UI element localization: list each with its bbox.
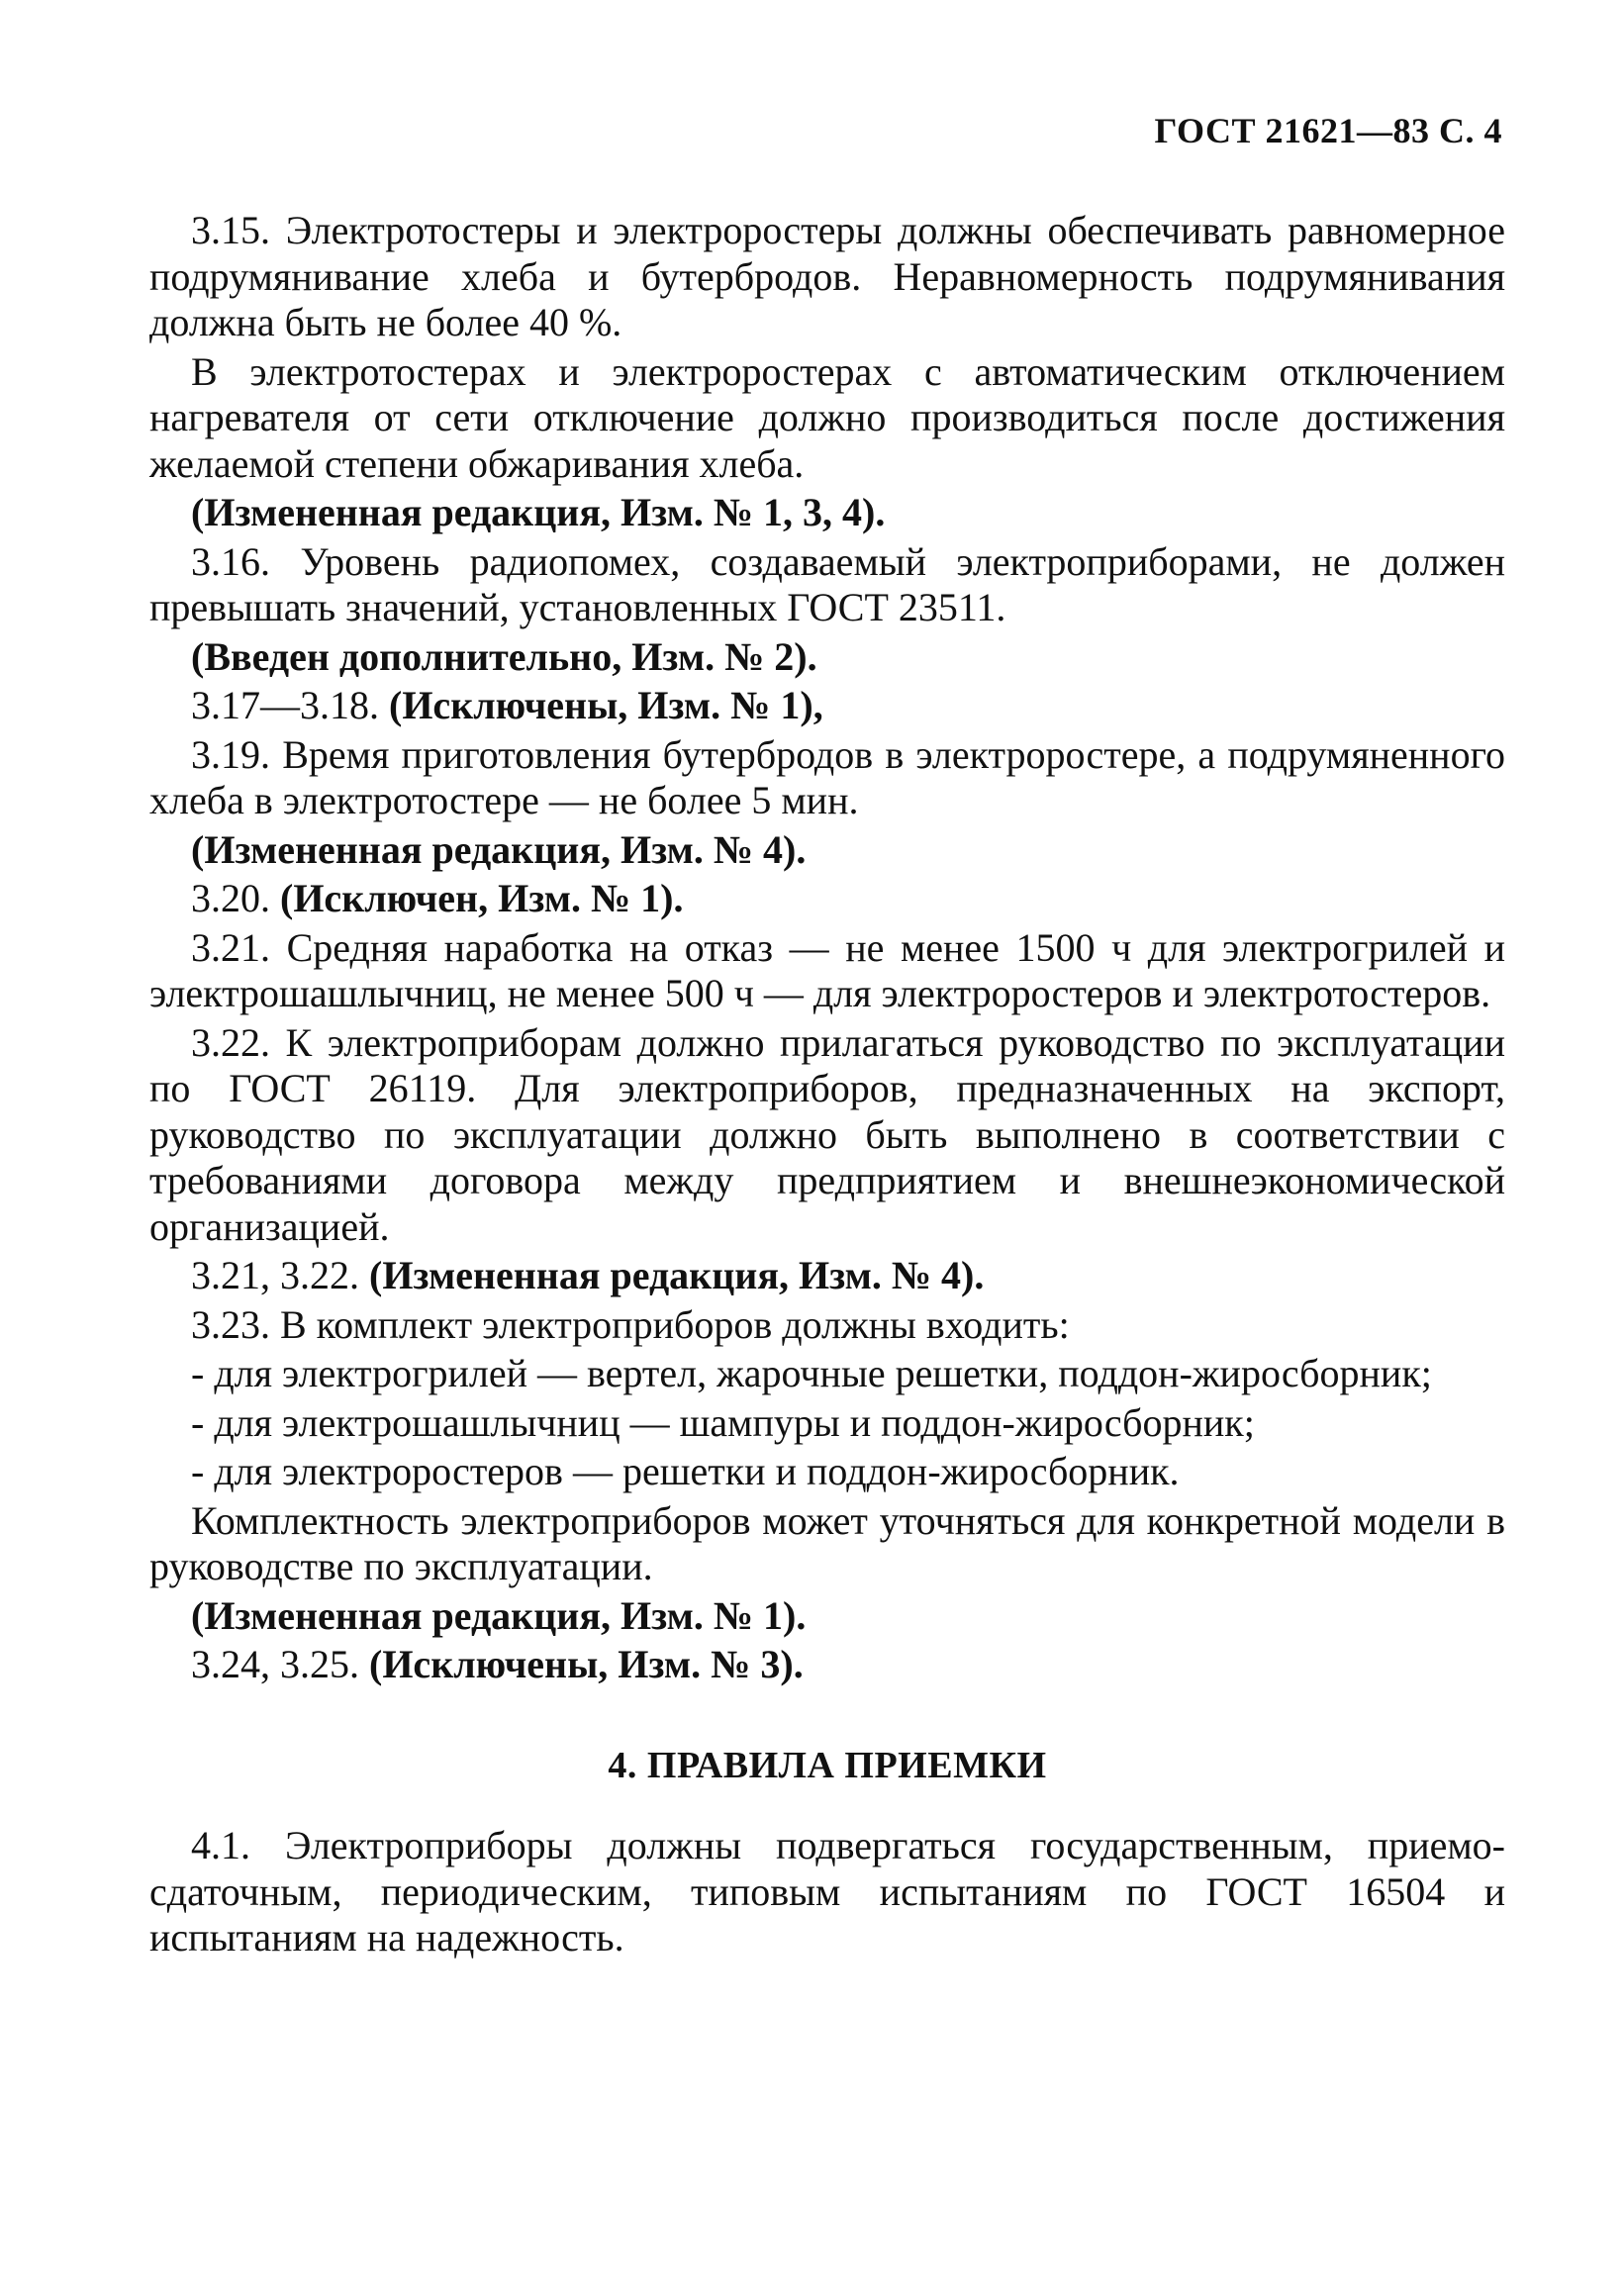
paragraph-3-17 [149,683,1505,729]
paragraph-3-23-continued: Комплектность электроприборов может уточняться для конкретной модели в руководстве по эксплуатации. [149,1497,1505,1588]
paragraph-3-20 [149,876,1505,922]
amendment-note: (Исключены, Изм. № 3). [369,1642,804,1686]
paragraph-number: 3.17—3.18. [191,683,379,727]
paragraph-number: 3.21, 3.22. [191,1253,359,1297]
paragraph-3-21-3-22-note [149,1253,1505,1299]
amendment-note-3-19: (Измененная редакция, Изм. № 4). [191,826,807,872]
paragraph-number: 3.24, 3.25. [191,1642,359,1686]
paragraph-3-24-3-25 [149,1642,1505,1688]
amendment-note-3-23: (Измененная редакция, Изм. № 1). [191,1592,807,1638]
paragraph-3-15: 3.15. Электротостеры и электроростеры должны обеспечивать равномерное подрумянивание хлеба и бутербродов. Неравномерность подрумянивания должна быть не более 40 %. [149,208,1505,344]
paragraph-3-23: 3.23. В комплект электроприборов должны входить: [191,1301,1070,1347]
paragraph-3-16: 3.16. Уровень радиопомех, создаваемый электроприборами, не должен превышать значений, установленных ГОСТ 23511. [149,538,1505,629]
amendment-note-3-15: (Измененная редакция, Изм. № 1, 3, 4). [191,490,886,534]
paragraph-4-1: 4.1. Электроприборы должны подвергаться государственным, приемо-сдаточным, периодическим, типовым испытаниям по ГОСТ 16504 и испытаниям на надежность. [149,1823,1505,1960]
paragraph-3-19: 3.19. Время приготовления бутербродов в электроростере, а подрумяненного хлеба в электротостере — не более 5 мин. [149,731,1505,822]
amendment-note-3-16: (Введен дополнительно, Изм. № 2). [191,633,817,679]
list-item: - для электрогрилей — вертел, жарочные решетки, поддон-жиросборник; [191,1351,1432,1395]
amendment-note: (Исключены, Изм. № 1), [389,683,823,727]
page-header: ГОСТ 21621—83 С. 4 [1154,111,1502,150]
paragraph-number: 3.20. [191,876,270,920]
list-item: - для электроростеров — решетки и поддон-жиросборник. [191,1449,1180,1493]
paragraph-3-15-continued: В электротостерах и электроростерах с автоматическим отключением нагревателя от сети отключение должно производиться после достижения желаемой степени обжаривания хлеба. [149,348,1505,486]
paragraph-3-22: 3.22. К электроприборам должно прилагаться руководство по эксплуатации по ГОСТ 26119. Для электроприборов, предназначенных на экспорт, руководство по эксплуатации должно быть выполнено в соответствии с требованиями договора между предприятием и внешнеэкономической организацией. [149,1019,1505,1249]
amendment-note: (Исключен, Изм. № 1). [280,876,684,920]
document-body [149,208,1505,1964]
amendment-note: (Измененная редакция, Изм. № 4). [369,1253,985,1297]
paragraph-3-21: 3.21. Средняя наработка на отказ — не менее 1500 ч для электрогрилей и электрошашлычниц, не менее 500 ч — для электроростеров и электротостеров. [149,924,1505,1015]
list-item: - для электрошашлычниц — шампуры и поддон-жиросборник; [191,1399,1255,1445]
section-title: 4. ПРАВИЛА ПРИЕМКИ [608,1744,1047,1786]
